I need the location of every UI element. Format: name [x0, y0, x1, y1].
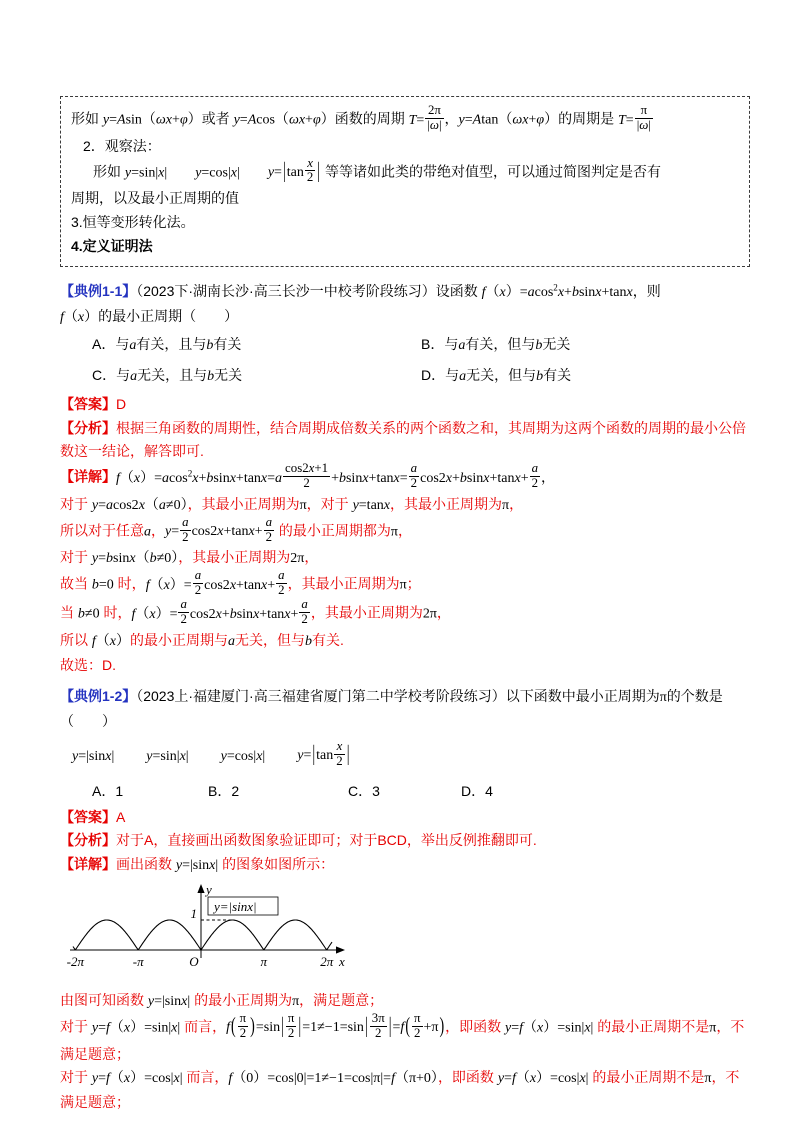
svg-text:-π: -π [132, 954, 144, 969]
detail-step-2: 所以对于任意a，y= $\frac{a}{2}$ cos2x+tanx+ $\frac{a}{2}$ 的最小正周期都为π， [60, 514, 412, 544]
methods-summary-box [60, 96, 750, 267]
function-sin-abs: y=sin|x| [146, 749, 189, 765]
answer-value: D [116, 395, 127, 412]
detail-step-1: 对于 y=acos2x（a≠0），其最小正周期为π，对于 y=tanx，其最小正周期为π， [60, 495, 524, 513]
y-tick-1: 1 [190, 906, 197, 921]
detail-step-6: 所以 f（x）的最小正周期与a无关，但与b有关. [60, 631, 344, 649]
option-b: B．与a有关，但与b无关 [421, 336, 571, 354]
example-1-2-detail-intro [60, 853, 750, 878]
detail-step-3: 对于 y=bsinx（b≠0），其最小正周期为2π， [60, 549, 319, 567]
function-abs-sin: y=|sinx| [72, 749, 115, 765]
example-1-2-header [60, 685, 750, 734]
observation-function-examples: 形如 y=sin|x| y=cos|x| y=|tan $\frac{x}{2}$ | 等等诸如此类的带绝对值型，可以通过简图判定是否有 [93, 155, 661, 185]
x-axis-arrow-icon [336, 946, 345, 953]
analysis-text: 对于A，直接画出函数图象验证即可；对于BCD，举出反例推翻即可. [116, 832, 537, 849]
example-1-1-options [60, 330, 750, 391]
example-1-2-function-list [60, 735, 750, 777]
option-d: D．与a无关，但与b有关 [421, 367, 572, 385]
detail-conclusion: 故选：D. [60, 656, 116, 673]
example-1-1-detail-line [60, 461, 750, 493]
abs-sin-graph-svg [66, 880, 351, 980]
svg-text:-2π: -2π [66, 954, 84, 969]
example-1-1-answer-line [60, 393, 750, 417]
detail-step-5: 当 b≠0 时，f（x）= $\frac{a}{2}$ cos2x+bsinx+tanx+ $\frac{a}{2}$ ，其最小正周期为2π， [60, 597, 451, 626]
answer-value: A [116, 808, 126, 825]
example-1-2-question: （2023上·福建厦门·高三福建省厦门第二中学校考阶段练习）以下函数中最小正周期为π的个数是（ ） [60, 688, 723, 730]
detail-label: 【详解】 [60, 856, 116, 873]
answer-label: 【答案】 [60, 395, 116, 412]
y-axis-label: y [206, 882, 212, 897]
option-d: D．4 [461, 783, 493, 800]
case-cos-abs: 对于 y=f（x）=cos|x| 而言，f（0）=cos|0|=1≠−1=cos|π|=f（π+0），即函数 y=f（x）=cos|x| 的最小正周期不是π，不满足题意； [60, 1069, 740, 1111]
function-cos-abs: y=cos|x| [220, 749, 266, 765]
graph-conclusion: 由图可知函数 y=|sinx| 的最小正周期为π，满足题意； [60, 992, 384, 1009]
detail-intro-text: 画出函数 y=|sinx| 的图象如图所示： [116, 856, 335, 874]
example-1-2-options [60, 778, 750, 805]
example-1-1-header [60, 280, 750, 330]
method-3-identity-transform: 3.恒等变形转化法。 [71, 214, 195, 231]
method-4-definition-proof: 4.定义证明法 [71, 237, 153, 254]
option-c: C．与a无关，且与b无关 [92, 367, 243, 385]
example-1-2-analysis-line [60, 829, 750, 853]
detail-label: 【详解】 [60, 468, 116, 485]
y-axis-arrow-icon [197, 884, 204, 893]
method-2-observation: 2．观察法： [83, 137, 161, 154]
example-1-1-analysis-line [60, 417, 750, 465]
function-abs-tan-half: y=|tan $\frac{x}{2}$ | [297, 738, 350, 768]
svg-text:2π: 2π [320, 954, 334, 969]
example-1-2-label: 【典例1-2】 [60, 688, 137, 705]
example-1-1-question: （2023下·湖南长沙·高三长沙一中校考阶段练习）设函数 f（x）=acos$^2$x+bsinx+tanx，则 f（x）的最小正周期（ ） [60, 282, 661, 325]
curve-label: y=|sinx| [214, 899, 257, 914]
detail-formula: f（x）=acos$^2$x+bsinx+tanx=a $\frac{\cos 2x+1}{2}$ +bsinx+tanx= $\frac{a}{2}$ cos2x+bsinx+tanx+ $\frac{a}{2}$ ， [116, 461, 556, 490]
abs-sin-curve [73, 920, 332, 950]
analysis-text: 根据三角函数的周期性，结合周期成倍数关系的两个函数之和，其周期为这两个函数的周期的最小公倍数这一结论，解答即可. [60, 419, 746, 460]
x-axis-label: x [339, 954, 345, 969]
option-b: B．2 [208, 783, 240, 800]
answer-label: 【答案】 [60, 808, 116, 825]
option-a: A．1 [92, 783, 124, 800]
example-1-2-answer-line [60, 806, 750, 830]
abs-sin-graph [66, 880, 750, 983]
observation-examples-continued: 周期，以及最小正周期的值 [71, 190, 239, 207]
example-1-1-label: 【典例1-1】 [60, 282, 137, 299]
option-c: C．3 [348, 783, 380, 800]
svg-text:O: O [189, 954, 199, 969]
option-a: A．与a有关，且与b有关 [92, 336, 242, 354]
svg-text:π: π [260, 954, 268, 969]
case-sin-abs: 对于 y=f（x）=sin|x| 而言，f( $\frac{\pi}{2}$ )=sin| $\frac{\pi}{2}$ |=1≠−1=sin| $\frac{3\pi}{2}$ |=f( $\frac{\pi}{2}$ +π)，即函数 y=f（x）=sin|x| 的最小正周期不是π，不满足题意； [60, 1010, 745, 1062]
detail-step-4: 故当 b=0 时，f（x）= $\frac{a}{2}$ cos2x+tanx+ $\frac{a}{2}$ ，其最小正周期为π； [60, 568, 421, 598]
example-1-1 [60, 280, 750, 678]
period-formula-line: 形如 y=Asin（ωx+φ）或者 y=Acos（ωx+φ）函数的周期 T= $\frac{2\pi}{|\omega|}$ ，y=Atan（ωx+φ）的周期是 T= $\frac{\pi}{|\omega|}$ [71, 103, 651, 132]
analysis-label: 【分析】 [60, 419, 116, 436]
x-tick-labels [67, 954, 334, 969]
analysis-label: 【分析】 [60, 832, 116, 849]
example-1-2 [60, 685, 750, 1115]
